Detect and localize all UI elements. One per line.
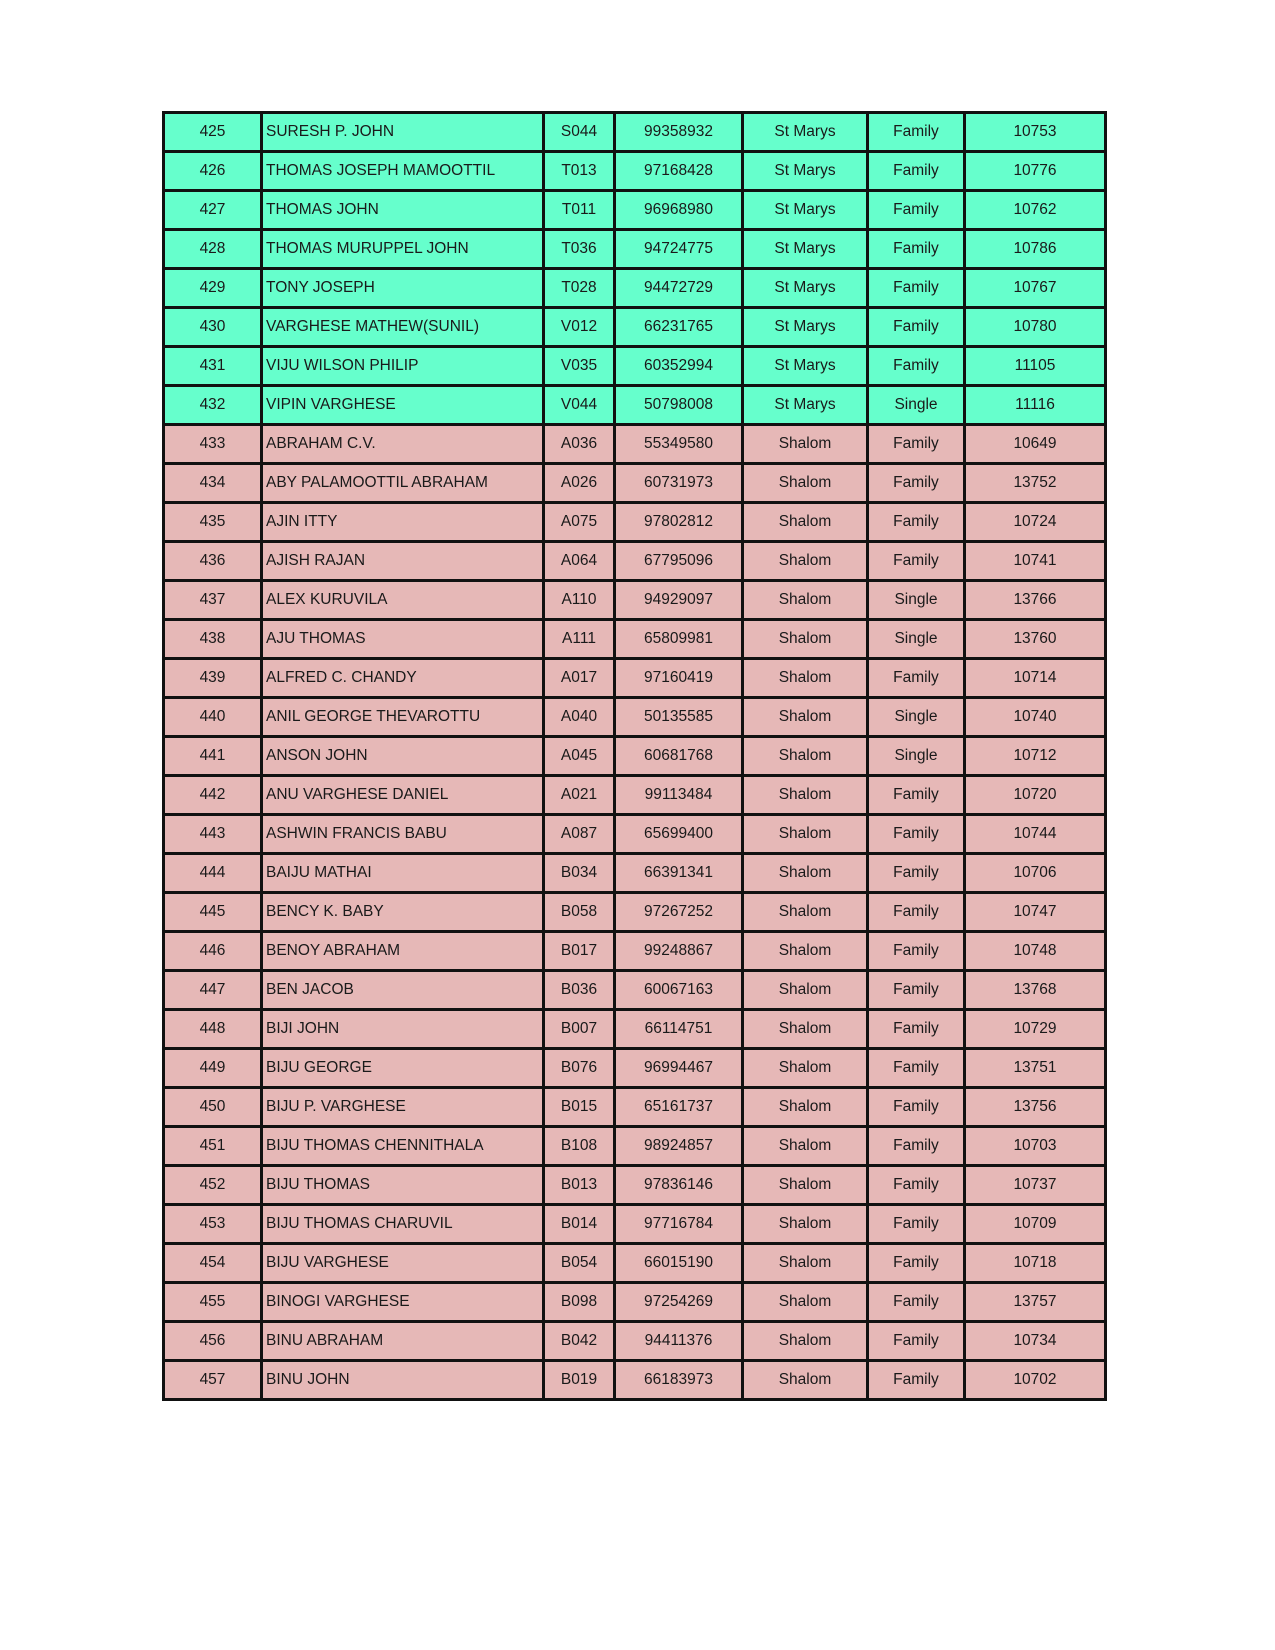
member-code-cell: B017 (544, 932, 615, 971)
membership-type-cell: Family (868, 1244, 965, 1283)
serial-number-cell: 444 (164, 854, 262, 893)
table-row (164, 269, 1106, 308)
member-name-cell: BIJU GEORGE (262, 1049, 544, 1088)
member-code-cell: B036 (544, 971, 615, 1010)
member-code-cell: B042 (544, 1322, 615, 1361)
member-name-cell: AJIN ITTY (262, 503, 544, 542)
serial-number-cell: 453 (164, 1205, 262, 1244)
member-code-cell: A064 (544, 542, 615, 581)
member-code-cell: T013 (544, 152, 615, 191)
membership-type-cell: Family (868, 152, 965, 191)
member-code-cell: B015 (544, 1088, 615, 1127)
parish-cell: Shalom (743, 1322, 868, 1361)
table-row (164, 1166, 1106, 1205)
serial-number-cell: 433 (164, 425, 262, 464)
phone-number-cell: 94929097 (615, 581, 743, 620)
membership-type-cell: Family (868, 113, 965, 152)
phone-number-cell: 98924857 (615, 1127, 743, 1166)
parish-cell: Shalom (743, 1361, 868, 1400)
member-id-cell: 10740 (965, 698, 1106, 737)
parish-cell: Shalom (743, 464, 868, 503)
table-row (164, 230, 1106, 269)
membership-type-cell: Family (868, 1361, 965, 1400)
phone-number-cell: 65809981 (615, 620, 743, 659)
serial-number-cell: 427 (164, 191, 262, 230)
member-name-cell: ALEX KURUVILA (262, 581, 544, 620)
membership-type-cell: Single (868, 737, 965, 776)
phone-number-cell: 97267252 (615, 893, 743, 932)
table-row (164, 1361, 1106, 1400)
membership-type-cell: Single (868, 698, 965, 737)
member-code-cell: V012 (544, 308, 615, 347)
membership-type-cell: Family (868, 854, 965, 893)
member-name-cell: ABRAHAM C.V. (262, 425, 544, 464)
member-code-cell: B076 (544, 1049, 615, 1088)
member-id-cell: 10786 (965, 230, 1106, 269)
member-name-cell: ASHWIN FRANCIS BABU (262, 815, 544, 854)
table-row (164, 1205, 1106, 1244)
table-row (164, 1244, 1106, 1283)
serial-number-cell: 429 (164, 269, 262, 308)
member-name-cell: BEN JACOB (262, 971, 544, 1010)
phone-number-cell: 66231765 (615, 308, 743, 347)
parish-cell: Shalom (743, 893, 868, 932)
member-code-cell: B108 (544, 1127, 615, 1166)
table-row (164, 1049, 1106, 1088)
phone-number-cell: 50798008 (615, 386, 743, 425)
parish-cell: Shalom (743, 503, 868, 542)
member-name-cell: SURESH P. JOHN (262, 113, 544, 152)
table-row (164, 1283, 1106, 1322)
table-row (164, 854, 1106, 893)
phone-number-cell: 97254269 (615, 1283, 743, 1322)
member-code-cell: B007 (544, 1010, 615, 1049)
phone-number-cell: 66114751 (615, 1010, 743, 1049)
phone-number-cell: 97836146 (615, 1166, 743, 1205)
parish-cell: St Marys (743, 347, 868, 386)
parish-cell: Shalom (743, 815, 868, 854)
membership-type-cell: Family (868, 1205, 965, 1244)
member-code-cell: A075 (544, 503, 615, 542)
phone-number-cell: 66183973 (615, 1361, 743, 1400)
membership-type-cell: Family (868, 1166, 965, 1205)
member-code-cell: A036 (544, 425, 615, 464)
membership-type-cell: Family (868, 971, 965, 1010)
parish-cell: Shalom (743, 1166, 868, 1205)
phone-number-cell: 50135585 (615, 698, 743, 737)
serial-number-cell: 454 (164, 1244, 262, 1283)
member-name-cell: VARGHESE MATHEW(SUNIL) (262, 308, 544, 347)
table-row (164, 971, 1106, 1010)
serial-number-cell: 447 (164, 971, 262, 1010)
membership-type-cell: Family (868, 347, 965, 386)
phone-number-cell: 94472729 (615, 269, 743, 308)
member-code-cell: A026 (544, 464, 615, 503)
phone-number-cell: 94724775 (615, 230, 743, 269)
parish-cell: Shalom (743, 620, 868, 659)
member-code-cell: A087 (544, 815, 615, 854)
table-row (164, 191, 1106, 230)
phone-number-cell: 97716784 (615, 1205, 743, 1244)
serial-number-cell: 437 (164, 581, 262, 620)
member-name-cell: BENOY ABRAHAM (262, 932, 544, 971)
member-code-cell: B054 (544, 1244, 615, 1283)
phone-number-cell: 96994467 (615, 1049, 743, 1088)
serial-number-cell: 431 (164, 347, 262, 386)
parish-cell: St Marys (743, 152, 868, 191)
serial-number-cell: 426 (164, 152, 262, 191)
member-code-cell: B058 (544, 893, 615, 932)
member-code-cell: A017 (544, 659, 615, 698)
serial-number-cell: 432 (164, 386, 262, 425)
phone-number-cell: 55349580 (615, 425, 743, 464)
serial-number-cell: 435 (164, 503, 262, 542)
parish-cell: Shalom (743, 659, 868, 698)
member-code-cell: B098 (544, 1283, 615, 1322)
member-code-cell: B034 (544, 854, 615, 893)
member-id-cell: 10741 (965, 542, 1106, 581)
serial-number-cell: 446 (164, 932, 262, 971)
member-id-cell: 10776 (965, 152, 1106, 191)
parish-cell: St Marys (743, 308, 868, 347)
membership-type-cell: Family (868, 1283, 965, 1322)
member-id-cell: 11116 (965, 386, 1106, 425)
table-row (164, 1322, 1106, 1361)
table-row (164, 386, 1106, 425)
parish-cell: Shalom (743, 1244, 868, 1283)
member-name-cell: ABY PALAMOOTTIL ABRAHAM (262, 464, 544, 503)
membership-type-cell: Family (868, 1049, 965, 1088)
table-row (164, 503, 1106, 542)
serial-number-cell: 430 (164, 308, 262, 347)
member-id-cell: 10702 (965, 1361, 1106, 1400)
membership-type-cell: Family (868, 659, 965, 698)
parish-cell: Shalom (743, 542, 868, 581)
membership-type-cell: Family (868, 464, 965, 503)
member-code-cell: B019 (544, 1361, 615, 1400)
membership-type-cell: Family (868, 425, 965, 464)
member-name-cell: ANU VARGHESE DANIEL (262, 776, 544, 815)
member-code-cell: T028 (544, 269, 615, 308)
serial-number-cell: 455 (164, 1283, 262, 1322)
member-name-cell: VIJU WILSON PHILIP (262, 347, 544, 386)
phone-number-cell: 94411376 (615, 1322, 743, 1361)
parish-cell: Shalom (743, 1049, 868, 1088)
membership-type-cell: Family (868, 1088, 965, 1127)
member-name-cell: VIPIN VARGHESE (262, 386, 544, 425)
phone-number-cell: 99248867 (615, 932, 743, 971)
table-row (164, 308, 1106, 347)
table-row (164, 932, 1106, 971)
member-id-cell: 10729 (965, 1010, 1106, 1049)
member-name-cell: BIJU VARGHESE (262, 1244, 544, 1283)
table-row (164, 113, 1106, 152)
member-code-cell: V044 (544, 386, 615, 425)
serial-number-cell: 452 (164, 1166, 262, 1205)
member-name-cell: TONY JOSEPH (262, 269, 544, 308)
parish-cell: St Marys (743, 230, 868, 269)
membership-type-cell: Family (868, 503, 965, 542)
phone-number-cell: 65699400 (615, 815, 743, 854)
member-table (162, 111, 1107, 1401)
member-id-cell: 13768 (965, 971, 1106, 1010)
member-code-cell: A045 (544, 737, 615, 776)
membership-type-cell: Family (868, 776, 965, 815)
member-name-cell: THOMAS JOHN (262, 191, 544, 230)
table-row (164, 1088, 1106, 1127)
member-id-cell: 10709 (965, 1205, 1106, 1244)
serial-number-cell: 445 (164, 893, 262, 932)
table-row (164, 1010, 1106, 1049)
table-row (164, 659, 1106, 698)
member-name-cell: BAIJU MATHAI (262, 854, 544, 893)
phone-number-cell: 67795096 (615, 542, 743, 581)
parish-cell: Shalom (743, 932, 868, 971)
member-id-cell: 10753 (965, 113, 1106, 152)
parish-cell: Shalom (743, 1283, 868, 1322)
member-code-cell: A111 (544, 620, 615, 659)
member-name-cell: BIJU P. VARGHESE (262, 1088, 544, 1127)
serial-number-cell: 439 (164, 659, 262, 698)
membership-type-cell: Single (868, 620, 965, 659)
table-row (164, 542, 1106, 581)
member-code-cell: S044 (544, 113, 615, 152)
member-id-cell: 10747 (965, 893, 1106, 932)
membership-type-cell: Family (868, 308, 965, 347)
member-table-body (164, 113, 1106, 1400)
table-row (164, 152, 1106, 191)
table-row (164, 815, 1106, 854)
member-code-cell: T036 (544, 230, 615, 269)
serial-number-cell: 425 (164, 113, 262, 152)
member-name-cell: THOMAS JOSEPH MAMOOTTIL (262, 152, 544, 191)
parish-cell: Shalom (743, 1205, 868, 1244)
membership-type-cell: Family (868, 1127, 965, 1166)
table-row (164, 464, 1106, 503)
phone-number-cell: 97168428 (615, 152, 743, 191)
membership-type-cell: Family (868, 1010, 965, 1049)
member-name-cell: BIJI JOHN (262, 1010, 544, 1049)
phone-number-cell: 99358932 (615, 113, 743, 152)
member-name-cell: AJU THOMAS (262, 620, 544, 659)
member-code-cell: B013 (544, 1166, 615, 1205)
table-row (164, 1127, 1106, 1166)
parish-cell: Shalom (743, 971, 868, 1010)
parish-cell: St Marys (743, 386, 868, 425)
parish-cell: Shalom (743, 698, 868, 737)
phone-number-cell: 99113484 (615, 776, 743, 815)
phone-number-cell: 65161737 (615, 1088, 743, 1127)
member-code-cell: V035 (544, 347, 615, 386)
parish-cell: Shalom (743, 1088, 868, 1127)
member-id-cell: 10718 (965, 1244, 1106, 1283)
member-name-cell: BIJU THOMAS CHARUVIL (262, 1205, 544, 1244)
member-code-cell: A040 (544, 698, 615, 737)
member-name-cell: AJISH RAJAN (262, 542, 544, 581)
serial-number-cell: 449 (164, 1049, 262, 1088)
phone-number-cell: 96968980 (615, 191, 743, 230)
parish-cell: Shalom (743, 776, 868, 815)
member-name-cell: BIJU THOMAS CHENNITHALA (262, 1127, 544, 1166)
member-id-cell: 13756 (965, 1088, 1106, 1127)
phone-number-cell: 97160419 (615, 659, 743, 698)
phone-number-cell: 60352994 (615, 347, 743, 386)
member-name-cell: THOMAS MURUPPEL JOHN (262, 230, 544, 269)
membership-type-cell: Single (868, 581, 965, 620)
serial-number-cell: 440 (164, 698, 262, 737)
parish-cell: St Marys (743, 269, 868, 308)
table-row (164, 347, 1106, 386)
member-id-cell: 13757 (965, 1283, 1106, 1322)
parish-cell: Shalom (743, 581, 868, 620)
member-id-cell: 10720 (965, 776, 1106, 815)
member-name-cell: BINOGI VARGHESE (262, 1283, 544, 1322)
parish-cell: Shalom (743, 854, 868, 893)
membership-type-cell: Family (868, 542, 965, 581)
member-code-cell: T011 (544, 191, 615, 230)
membership-type-cell: Single (868, 386, 965, 425)
member-id-cell: 10724 (965, 503, 1106, 542)
membership-type-cell: Family (868, 815, 965, 854)
serial-number-cell: 451 (164, 1127, 262, 1166)
member-name-cell: ALFRED C. CHANDY (262, 659, 544, 698)
serial-number-cell: 456 (164, 1322, 262, 1361)
member-name-cell: ANIL GEORGE THEVAROTTU (262, 698, 544, 737)
parish-cell: St Marys (743, 191, 868, 230)
phone-number-cell: 60731973 (615, 464, 743, 503)
member-id-cell: 10706 (965, 854, 1106, 893)
table-row (164, 776, 1106, 815)
member-id-cell: 10744 (965, 815, 1106, 854)
serial-number-cell: 448 (164, 1010, 262, 1049)
table-row (164, 893, 1106, 932)
member-name-cell: BENCY K. BABY (262, 893, 544, 932)
member-id-cell: 10737 (965, 1166, 1106, 1205)
serial-number-cell: 442 (164, 776, 262, 815)
member-id-cell: 13760 (965, 620, 1106, 659)
table-row (164, 698, 1106, 737)
phone-number-cell: 66391341 (615, 854, 743, 893)
serial-number-cell: 434 (164, 464, 262, 503)
membership-type-cell: Family (868, 1322, 965, 1361)
member-code-cell: B014 (544, 1205, 615, 1244)
serial-number-cell: 450 (164, 1088, 262, 1127)
member-id-cell: 10767 (965, 269, 1106, 308)
member-id-cell: 10649 (965, 425, 1106, 464)
member-id-cell: 10703 (965, 1127, 1106, 1166)
member-id-cell: 10780 (965, 308, 1106, 347)
table-row (164, 620, 1106, 659)
parish-cell: Shalom (743, 737, 868, 776)
membership-type-cell: Family (868, 269, 965, 308)
phone-number-cell: 66015190 (615, 1244, 743, 1283)
membership-type-cell: Family (868, 191, 965, 230)
member-name-cell: BIJU THOMAS (262, 1166, 544, 1205)
table-row (164, 425, 1106, 464)
member-id-cell: 11105 (965, 347, 1106, 386)
member-id-cell: 10762 (965, 191, 1106, 230)
phone-number-cell: 60681768 (615, 737, 743, 776)
membership-type-cell: Family (868, 893, 965, 932)
member-id-cell: 13766 (965, 581, 1106, 620)
serial-number-cell: 436 (164, 542, 262, 581)
table-row (164, 581, 1106, 620)
phone-number-cell: 97802812 (615, 503, 743, 542)
table-row (164, 737, 1106, 776)
member-id-cell: 10712 (965, 737, 1106, 776)
member-name-cell: BINU ABRAHAM (262, 1322, 544, 1361)
parish-cell: Shalom (743, 1010, 868, 1049)
membership-type-cell: Family (868, 932, 965, 971)
member-code-cell: A110 (544, 581, 615, 620)
membership-type-cell: Family (868, 230, 965, 269)
member-id-cell: 10748 (965, 932, 1106, 971)
parish-cell: Shalom (743, 425, 868, 464)
member-id-cell: 13751 (965, 1049, 1106, 1088)
member-id-cell: 10734 (965, 1322, 1106, 1361)
member-id-cell: 13752 (965, 464, 1106, 503)
phone-number-cell: 60067163 (615, 971, 743, 1010)
parish-cell: Shalom (743, 1127, 868, 1166)
member-name-cell: ANSON JOHN (262, 737, 544, 776)
serial-number-cell: 457 (164, 1361, 262, 1400)
serial-number-cell: 443 (164, 815, 262, 854)
member-code-cell: A021 (544, 776, 615, 815)
serial-number-cell: 428 (164, 230, 262, 269)
member-id-cell: 10714 (965, 659, 1106, 698)
parish-cell: St Marys (743, 113, 868, 152)
serial-number-cell: 441 (164, 737, 262, 776)
member-name-cell: BINU JOHN (262, 1361, 544, 1400)
serial-number-cell: 438 (164, 620, 262, 659)
